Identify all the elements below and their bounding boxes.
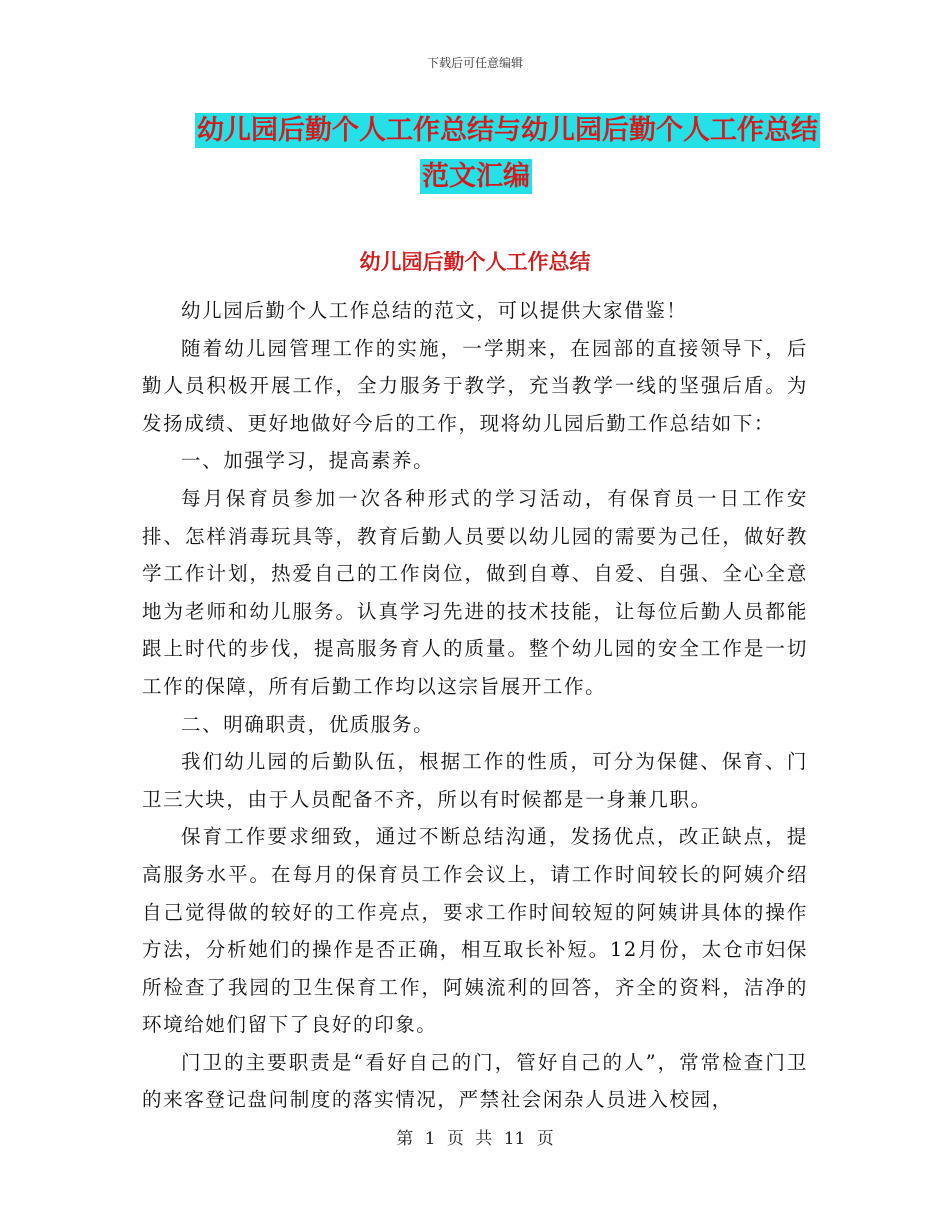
page-number-footer: 第 1 页 共 11 页 [396,1129,554,1149]
paragraph: 门卫的主要职责是“看好自己的门，管好自己的人”，常常检查门卫的来客登记盘问制度的落实情况，严禁社会闲杂人员进入校园， [142,1050,808,1112]
paragraph: 保育工作要求细致，通过不断总结沟通，发扬优点，改正缺点，提高服务水平。在每月的保育员工作会议上，请工作时间较长的阿姨介绍自己觉得做的较好的工作亮点，要求工作时间较短的阿姨讲具体的操作方法，分析她们的操作是否正确，相互取长补短。12月份，太仓市妇保所检查了我园的卫生保育工作，阿姨流利的回答，齐全的资料，洁净的环境给她们留下了良好的印象。 [142,825,808,1037]
page-header-note: 下载后可任意编辑 [426,56,523,70]
document-body [142,292,808,1119]
document-title-line-1: 幼儿园后勤个人工作总结与幼儿园后勤个人工作总结 [197,115,818,146]
paragraph-heading: 二、明确职责，优质服务。 [181,712,435,736]
section-title: 幼儿园后勤个人工作总结 [359,250,591,274]
paragraph: 随着幼儿园管理工作的实施，一学期来，在园部的直接领导下，后勤人员积极开展工作，全力服务于教学，充当教学一线的坚强后盾。为发扬成绩、更好地做好今后的工作，现将幼儿园后勤工作总结如下： [142,336,808,435]
paragraph: 我们幼儿园的后勤队伍，根据工作的性质，可分为保健、保育、门卫三大块，由于人员配备不齐，所以有时候都是一身兼几职。 [142,750,808,811]
paragraph: 每月保育员参加一次各种形式的学习活动，有保育员一日工作安排、怎样消毒玩具等，教育后勤人员要以幼儿园的需要为己任，做好教学工作计划，热爱自己的工作岗位，做到自尊、自爱、自强、全心全意地为老师和幼儿服务。认真学习先进的技术技能，让每位后勤人员都能跟上时代的步伐，提高服务育人的质量。整个幼儿园的安全工作是一切工作的保障，所有后勤工作均以这宗旨展开工作。 [142,486,808,698]
paragraph-heading: 一、加强学习，提高素养。 [181,449,435,473]
document-title-line-2: 范文汇编 [422,161,530,192]
paragraph: 幼儿园后勤个人工作总结的范文，可以提供大家借鉴！ [181,299,688,322]
